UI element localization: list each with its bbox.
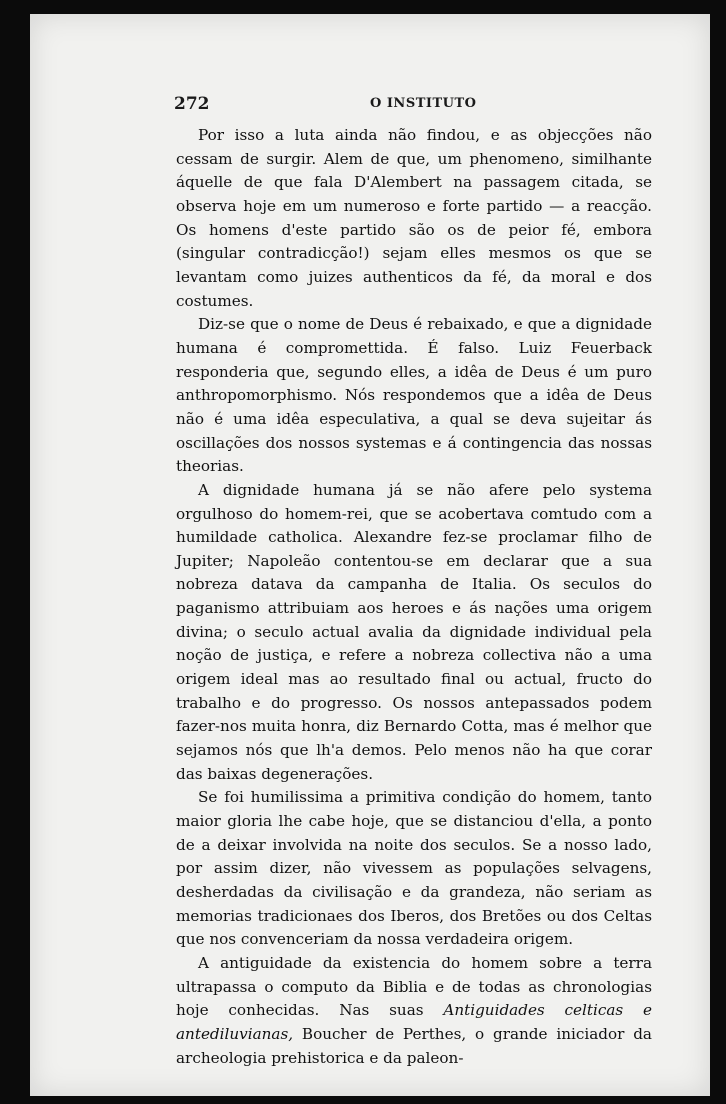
paragraph [176,952,652,1070]
page-number: 272 [174,94,210,114]
body-text [176,124,652,1070]
page-header [174,94,650,118]
paragraph-text: Boucher de Perthes, o grande iniciador da archeologia prehistorica e da paleon- [176,1024,652,1067]
book-title-italic: Antiguidades celticas e antediluvianas, [176,1001,652,1043]
paragraph-text: A antiguidade da existencia do homem sobre a terra ultrapassa o computo da Biblia e de todas as chronologias hoje conhecidas. Nas suas [176,953,652,1020]
paragraph: A dignidade humana já se não afere pelo systema orgulhoso do homem-rei, que se acobertava comtudo com a humildade catholica. Alexandre fez-se proclamar filho de Jupiter; Napoleão contentou-se em declarar que a sua nobreza datava da campanha de Italia. Os seculos do paganismo attribuiam aos heroes e ás nações uma origem divina; o seculo actual avalia da dignidade individual pela noção de justiça, e refere a nobreza collectiva não a uma origem ideal mas ao resultado final ou actual, fructo do trabalho e do progresso. Os nossos antepassados podem fazer-nos muita honra, diz Bernardo Cotta, mas é melhor que sejamos nós que lh'a demos. Pelo menos não ha que corar das baixas degenerações. [176,480,652,783]
paragraph: Se foi humilissima a primitiva condição do homem, tanto maior gloria lhe cabe hoje, que se distanciou d'ella, a ponto de a deixar involvida na noite dos seculos. Se a nosso lado, por assim dizer, não vivessem as populações selvagens, desherdadas da civilisação e da grandeza, não seriam as memorias tradicionaes dos Iberos, dos Bretões ou dos Celtas que nos convenceriam da nossa verdadeira origem. [176,788,652,949]
running-title: O INSTITUTO [370,96,477,111]
paragraph: Diz-se que o nome de Deus é rebaixado, e que a dignidade humana é compromettida. É falso. Luiz Feuerback responderia que, segundo elles, a idêa de Deus é um puro anthropomorphismo. Nós respondemos que a idêa de Deus não é uma idêa especulativa, a qual se deva sujeitar ás oscillações dos nossos systemas e á contingencia das nossas theorias. [176,315,652,476]
paragraph: Por isso a luta ainda não findou, e as objecções não cessam de surgir. Alem de que, um phenomeno, similhante áquelle de que fala D'Alembert na passagem citada, se observa hoje em um numeroso e forte partido — a reacção. Os homens d'este partido são os de peior fé, embora (singular contradicção!) sejam elles mesmos os que se levantam como juizes authenticos da fé, da moral e dos costumes. [176,126,652,310]
